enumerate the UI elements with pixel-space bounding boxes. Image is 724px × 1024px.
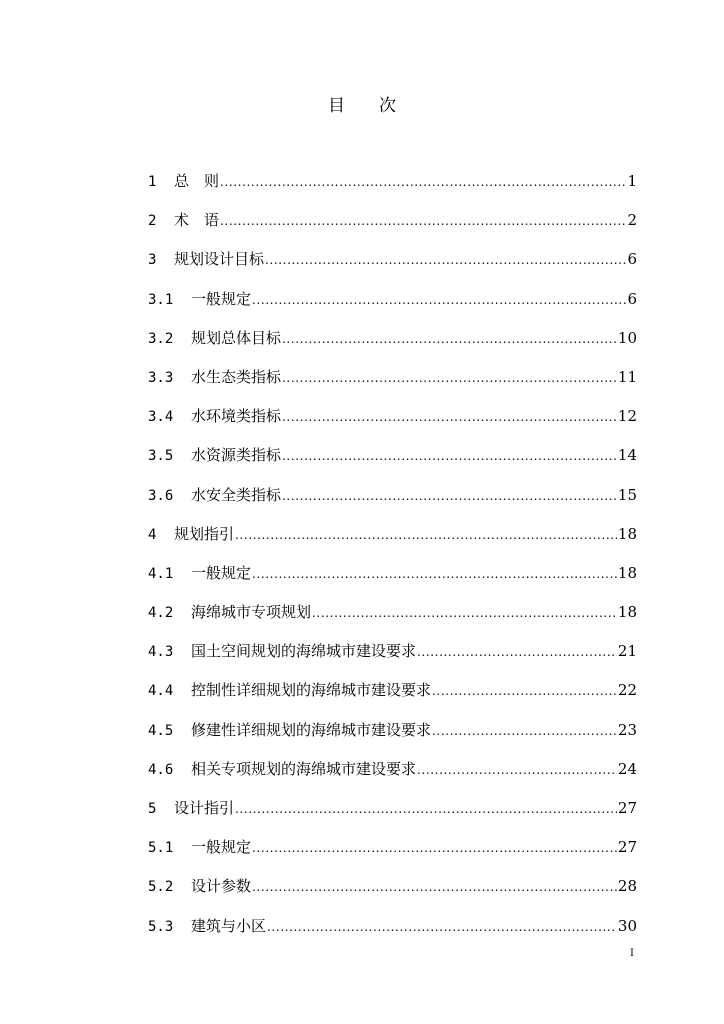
toc-entry-label: 国土空间规划的海绵城市建设要求 xyxy=(191,642,417,661)
toc-entry-page: 14 xyxy=(617,446,637,465)
toc-entry[interactable] xyxy=(148,679,637,718)
toc-dot-leader xyxy=(282,485,617,507)
toc-entry[interactable] xyxy=(148,719,637,758)
toc-entry[interactable] xyxy=(148,288,637,327)
toc-entry[interactable] xyxy=(148,562,637,601)
toc-entry-page: 21 xyxy=(617,642,637,661)
toc-entry-number: 5 xyxy=(148,801,157,817)
toc-entry-label: 水环境类指标 xyxy=(191,407,282,426)
toc-dot-leader xyxy=(252,289,626,311)
toc-entry-label: 建筑与小区 xyxy=(191,916,267,935)
toc-entry-label: 设计指引 xyxy=(174,799,235,817)
toc-entry-label: 总 则 xyxy=(174,172,220,190)
toc-entry-page: 24 xyxy=(617,759,637,778)
toc-dot-leader xyxy=(432,720,617,742)
toc-entry-page: 1 xyxy=(627,172,637,190)
toc-entry-page: 28 xyxy=(617,877,637,896)
toc-entry[interactable] xyxy=(148,405,637,444)
toc-entry-page: 27 xyxy=(617,799,637,817)
toc-entry-page: 6 xyxy=(627,289,637,308)
toc-entry-label: 规划总体目标 xyxy=(191,328,282,347)
toc-entry-label: 水生态类指标 xyxy=(191,367,282,386)
toc-entry-label: 一般规定 xyxy=(191,289,252,308)
toc-entry-label: 修建性详细规划的海绵城市建设要求 xyxy=(191,720,432,739)
toc-entry-number: 4.3 xyxy=(148,644,174,661)
table-of-contents xyxy=(148,170,637,954)
toc-entry-number: 3.3 xyxy=(148,369,174,386)
page-title: 目次 xyxy=(328,96,430,116)
toc-entry-number: 5.3 xyxy=(148,918,174,935)
toc-entry-label: 规划指引 xyxy=(174,524,235,543)
toc-dot-leader xyxy=(432,680,617,702)
toc-dot-leader xyxy=(235,798,617,820)
toc-dot-leader xyxy=(282,367,617,389)
toc-entry-label: 规划设计目标 xyxy=(174,250,265,269)
toc-entry[interactable] xyxy=(148,209,637,248)
toc-entry-label: 海绵城市专项规划 xyxy=(191,603,312,622)
toc-entry-number: 5.1 xyxy=(148,840,174,857)
toc-entry-number: 3 xyxy=(148,252,157,269)
toc-entry[interactable] xyxy=(148,640,637,679)
toc-entry-page: 11 xyxy=(617,367,637,386)
toc-entry[interactable] xyxy=(148,797,637,836)
toc-entry-number: 4.4 xyxy=(148,683,174,700)
toc-entry[interactable] xyxy=(148,758,637,797)
toc-entry-label: 控制性详细规划的海绵城市建设要求 xyxy=(191,681,432,700)
toc-entry-label: 水安全类指标 xyxy=(191,485,282,504)
toc-entry[interactable] xyxy=(148,170,637,209)
toc-dot-leader xyxy=(282,328,617,350)
page-number: I xyxy=(630,948,634,959)
toc-entry-number: 4.1 xyxy=(148,565,174,582)
toc-entry-page: 15 xyxy=(617,485,637,504)
toc-entry-number: 4.2 xyxy=(148,605,174,622)
toc-entry[interactable] xyxy=(148,875,637,914)
toc-entry-number: 4.6 xyxy=(148,761,174,778)
toc-entry-number: 5.2 xyxy=(148,879,174,896)
toc-dot-leader xyxy=(312,602,617,624)
toc-entry-page: 18 xyxy=(617,563,637,582)
toc-dot-leader xyxy=(267,916,617,938)
toc-entry[interactable] xyxy=(148,484,637,523)
toc-entry[interactable] xyxy=(148,836,637,875)
toc-entry[interactable] xyxy=(148,327,637,366)
toc-entry-number: 3.4 xyxy=(148,409,174,426)
toc-entry-page: 23 xyxy=(617,720,637,739)
toc-entry-label: 设计参数 xyxy=(191,877,252,896)
toc-entry-page: 10 xyxy=(617,328,637,347)
toc-dot-leader xyxy=(252,563,617,585)
toc-entry-label: 术 语 xyxy=(174,211,220,230)
toc-entry-page: 27 xyxy=(617,838,637,857)
toc-entry-number: 4 xyxy=(148,526,157,543)
toc-entry[interactable] xyxy=(148,523,637,562)
toc-entry-number: 3.6 xyxy=(148,487,174,504)
toc-dot-leader xyxy=(417,759,617,781)
toc-dot-leader xyxy=(252,837,617,859)
toc-entry-label: 一般规定 xyxy=(191,838,252,857)
toc-entry-page: 12 xyxy=(617,407,637,426)
toc-entry[interactable] xyxy=(148,601,637,640)
toc-dot-leader xyxy=(282,406,617,428)
toc-dot-leader xyxy=(282,445,617,467)
toc-dot-leader xyxy=(252,876,617,898)
toc-dot-leader xyxy=(220,171,626,193)
toc-entry-page: 30 xyxy=(617,916,637,935)
toc-entry-number: 4.5 xyxy=(148,722,174,739)
toc-entry-number: 3.1 xyxy=(148,291,174,308)
toc-entry[interactable] xyxy=(148,248,637,287)
toc-entry-page: 22 xyxy=(617,681,637,700)
toc-entry[interactable] xyxy=(148,444,637,483)
toc-entry-number: 3.5 xyxy=(148,448,174,465)
toc-entry-label: 一般规定 xyxy=(191,563,252,582)
toc-entry-page: 18 xyxy=(617,524,637,543)
toc-entry-number: 1 xyxy=(148,174,157,190)
toc-dot-leader xyxy=(220,210,626,232)
toc-entry-label: 相关专项规划的海绵城市建设要求 xyxy=(191,759,417,778)
toc-dot-leader xyxy=(235,524,617,546)
toc-entry-number: 3.2 xyxy=(148,330,174,347)
toc-entry-label: 水资源类指标 xyxy=(191,446,282,465)
toc-dot-leader xyxy=(265,249,626,271)
toc-entry[interactable] xyxy=(148,366,637,405)
toc-entry-page: 18 xyxy=(617,603,637,622)
toc-dot-leader xyxy=(417,641,617,663)
toc-entry-number: 2 xyxy=(148,213,157,230)
toc-entry[interactable] xyxy=(148,915,637,954)
toc-entry-page: 6 xyxy=(627,250,637,269)
toc-entry-page: 2 xyxy=(627,211,637,230)
